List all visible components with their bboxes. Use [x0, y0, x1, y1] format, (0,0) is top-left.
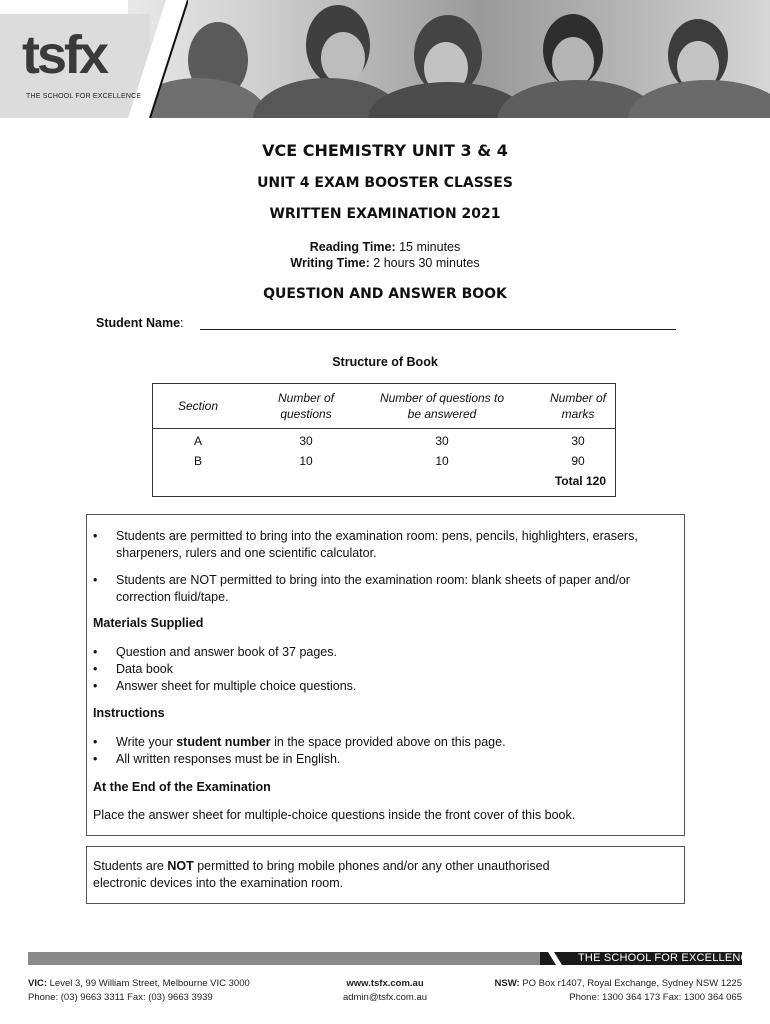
students-photo-illustration — [128, 0, 770, 118]
footer-nsw-phone: Phone: 1300 364 173 Fax: 1300 364 065 — [569, 992, 742, 1003]
warning-text: Students are NOT permitted to bring mobile phones and/or any other unauthorised electronic devices into the examination room. — [93, 859, 550, 890]
footer-vic-phone: Phone: (03) 9663 3311 Fax: (03) 9663 3939 — [28, 992, 213, 1003]
instruction-item: • All written responses must be in English. — [93, 752, 341, 766]
footer-website[interactable]: www.tsfx.com.au — [346, 978, 424, 989]
row-b-answered: 10 — [435, 454, 449, 468]
course-title: VCE CHEMISTRY UNIT 3 & 4 — [262, 141, 508, 160]
student-name-label: Student Name: — [96, 316, 184, 330]
row-a-marks: 30 — [571, 434, 585, 448]
rule-permitted: • Students are permitted to bring into the examination room: pens, pencils, highlighters, erasers, sharpeners, rulers and one scientific calculator. — [93, 529, 638, 560]
classes-title: UNIT 4 EXAM BOOSTER CLASSES — [257, 175, 513, 191]
total-marks: Total 120 — [554, 474, 606, 488]
tsfx-logo: tsfx — [22, 25, 107, 85]
structure-title: Structure of Book — [332, 355, 438, 369]
reading-time — [0, 240, 770, 254]
footer-vic-address: VIC: Level 3, 99 William Street, Melbourne VIC 3000 — [28, 978, 250, 989]
row-b-marks: 90 — [571, 454, 585, 468]
materials-item: • Answer sheet for multiple choice questions. — [93, 679, 357, 693]
writing-time-label: Writing Time: — [290, 256, 370, 270]
reading-time-label: Reading Time: — [309, 240, 396, 254]
header-number-of-questions: Number of questions — [277, 391, 335, 421]
rule-not-permitted: • Students are NOT permitted to bring into the examination room: blank sheets of paper and/or correction fluid/tape. — [93, 573, 630, 604]
row-b-section: B — [193, 454, 202, 468]
writing-time-value: 2 hours 30 minutes — [373, 256, 480, 270]
row-a-questions: 30 — [299, 434, 313, 448]
footer-tagline: THE SCHOOL FOR EXCELLENCE — [578, 952, 757, 964]
reading-time-value: 15 minutes — [399, 240, 461, 254]
materials-heading: Materials Supplied — [93, 616, 204, 630]
row-a-section: A — [193, 434, 202, 448]
table-header-divider — [152, 428, 616, 429]
footer-email[interactable]: admin@tsfx.com.au — [342, 992, 428, 1003]
end-text: Place the answer sheet for multiple-choice questions inside the front cover of this book. — [93, 808, 576, 822]
row-b-questions: 10 — [299, 454, 313, 468]
student-name-field[interactable] — [200, 329, 676, 330]
instructions-heading: Instructions — [93, 706, 165, 720]
instruction-item: • Write your student number in the space provided above on this page. — [93, 735, 506, 749]
materials-item: • Question and answer book of 37 pages. — [93, 645, 337, 659]
header-slash-divider — [128, 0, 188, 118]
logo-tagline: THE SCHOOL FOR EXCELLENCE — [26, 93, 142, 100]
materials-item: • Data book — [93, 662, 173, 676]
writing-time — [0, 256, 770, 270]
header-marks: Number of marks — [549, 391, 607, 421]
header-questions-answered: Number of questions to be answered — [379, 391, 505, 421]
footer-slash — [548, 952, 568, 965]
book-title: QUESTION AND ANSWER BOOK — [263, 286, 507, 302]
header-section: Section — [177, 399, 219, 413]
students-photo — [128, 0, 770, 118]
footer-nsw-address: NSW: PO Box r1407, Royal Exchange, Sydney NSW 1225 — [494, 978, 742, 989]
row-a-answered: 30 — [435, 434, 449, 448]
exam-title: WRITTEN EXAMINATION 2021 — [269, 206, 501, 222]
end-heading: At the End of the Examination — [93, 780, 271, 794]
